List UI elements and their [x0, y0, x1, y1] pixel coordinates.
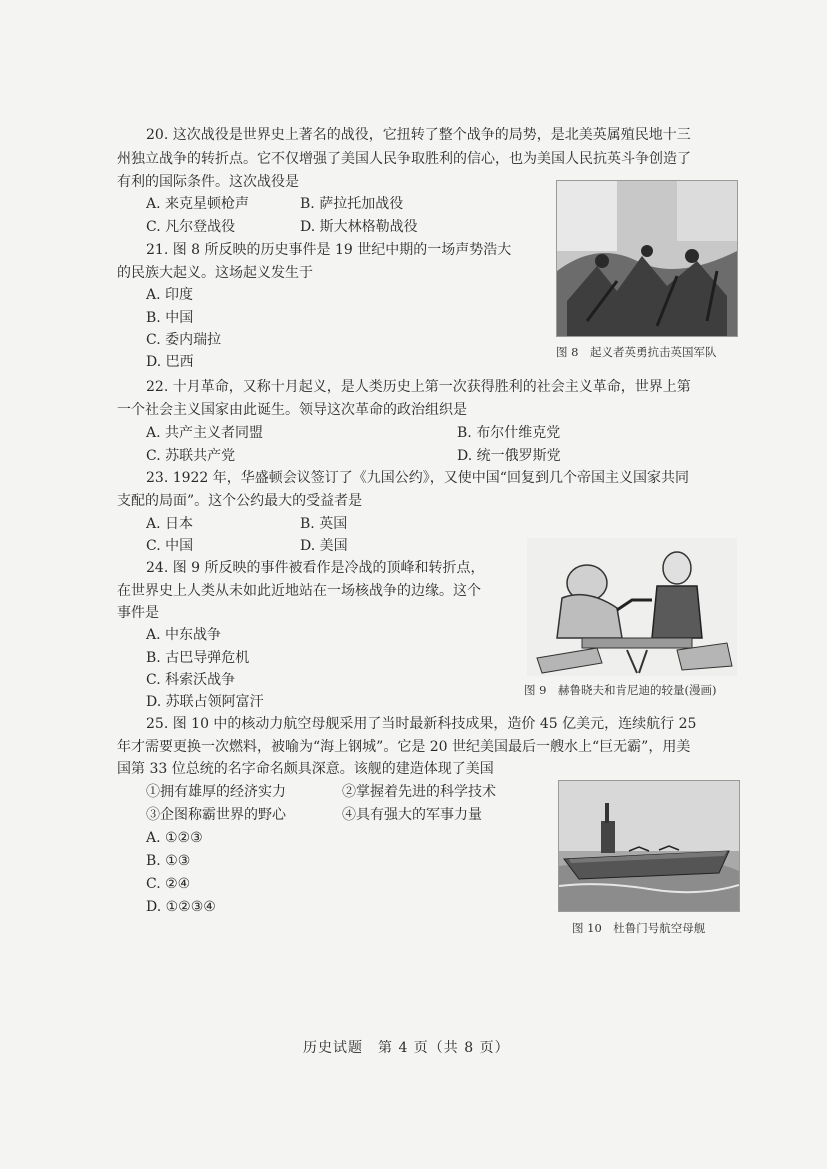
- q24-stem-line1: 24. 图 9 所反映的事件被看作是冷战的顶峰和转折点，: [146, 560, 485, 576]
- q23-stem-line1: 23. 1922 年，华盛顿会议签订了《九国公约》，又使中国“回复到几个帝国主义国家共同: [146, 470, 689, 486]
- q25-option-c: C. ②④: [146, 876, 191, 892]
- figure-9-caption: 图 9 赫鲁晓夫和肯尼迪的较量(漫画): [524, 683, 717, 697]
- q25-statement-4: ④具有强大的军事力量: [342, 807, 482, 823]
- figure-8-caption: 图 8 起义者英勇抗击英国军队: [556, 345, 717, 359]
- q25-option-b: B. ①③: [146, 853, 191, 869]
- q20-stem-line1: 20. 这次战役是世界史上著名的战役，它扭转了整个战争的局势，是北美英属殖民地十三: [146, 127, 691, 143]
- q24-option-a: A. 中东战争: [146, 627, 222, 643]
- q24-stem-line3: 事件是: [117, 605, 159, 621]
- q22-option-d: D. 统一俄罗斯党: [457, 448, 561, 464]
- q25-statement-2: ②掌握着先进的科学技术: [342, 784, 496, 800]
- figure-8-uprising-image: [556, 180, 738, 337]
- q23-option-d: D. 美国: [300, 538, 348, 554]
- q25-statement-1: ①拥有雄厚的经济实力: [146, 784, 286, 800]
- q21-option-d: D. 巴西: [146, 354, 194, 370]
- q24-option-d: D. 苏联占领阿富汗: [146, 694, 264, 710]
- q25-stem-line1: 25. 图 10 中的核动力航空母舰采用了当时最新科技成果，造价 45 亿美元，连续航行 25: [146, 716, 697, 732]
- q20-option-c: C. 凡尔登战役: [146, 219, 236, 235]
- q20-stem-line2: 州独立战争的转折点。它不仅增强了美国人民争取胜利的信心，也为美国人民抗英斗争创造了: [117, 151, 691, 167]
- q20-option-d: D. 斯大林格勒战役: [300, 219, 418, 235]
- figure-10-caption: 图 10 杜鲁门号航空母舰: [572, 921, 706, 935]
- q24-option-b: B. 古巴导弹危机: [146, 650, 250, 666]
- q21-stem-line1: 21. 图 8 所反映的历史事件是 19 世纪中期的一场声势浩大: [146, 242, 512, 258]
- q25-option-d: D. ①②③④: [146, 899, 216, 915]
- q22-option-b: B. 布尔什维克党: [457, 425, 561, 441]
- q25-statement-3: ③企图称霸世界的野心: [146, 807, 286, 823]
- q24-stem-line2: 在世界史上人类从未如此近地站在一场核战争的边缘。这个: [117, 583, 481, 599]
- q21-option-a: A. 印度: [146, 287, 194, 303]
- q20-option-a: A. 来克星顿枪声: [146, 196, 250, 212]
- page-footer: 历史试题 第 4 页（共 8 页）: [303, 1040, 510, 1056]
- q21-option-c: C. 委内瑞拉: [146, 332, 222, 348]
- q23-option-c: C. 中国: [146, 538, 194, 554]
- q25-stem-line3: 国第 33 位总统的名字命名颇具深意。该舰的建造体现了美国: [117, 761, 494, 777]
- q22-stem-line1: 22. 十月革命，又称十月起义，是人类历史上第一次获得胜利的社会主义革命，世界上第: [146, 379, 691, 395]
- q21-option-b: B. 中国: [146, 310, 194, 326]
- q22-stem-line2: 一个社会主义国家由此诞生。领导这次革命的政治组织是: [117, 402, 467, 418]
- figure-10-aircraft-carrier-image: [558, 780, 740, 912]
- q22-option-a: A. 共产主义者同盟: [146, 425, 264, 441]
- q22-option-c: C. 苏联共产党: [146, 448, 236, 464]
- q20-stem-line3: 有利的国际条件。这次战役是: [117, 174, 299, 190]
- q24-option-c: C. 科索沃战争: [146, 672, 236, 688]
- q20-option-b: B. 萨拉托加战役: [300, 196, 404, 212]
- q23-stem-line2: 支配的局面”。这个公约最大的受益者是: [117, 493, 363, 509]
- q23-option-a: A. 日本: [146, 516, 194, 532]
- q23-option-b: B. 英国: [300, 516, 348, 532]
- figure-9-cartoon-image: [527, 538, 737, 676]
- q25-stem-line2: 年才需要更换一次燃料，被喻为“海上钢城”。它是 20 世纪美国最后一艘水上“巨无霸”，用美: [117, 739, 691, 755]
- q25-option-a: A. ①②③: [146, 830, 203, 846]
- q21-stem-line2: 的民族大起义。这场起义发生于: [117, 265, 313, 281]
